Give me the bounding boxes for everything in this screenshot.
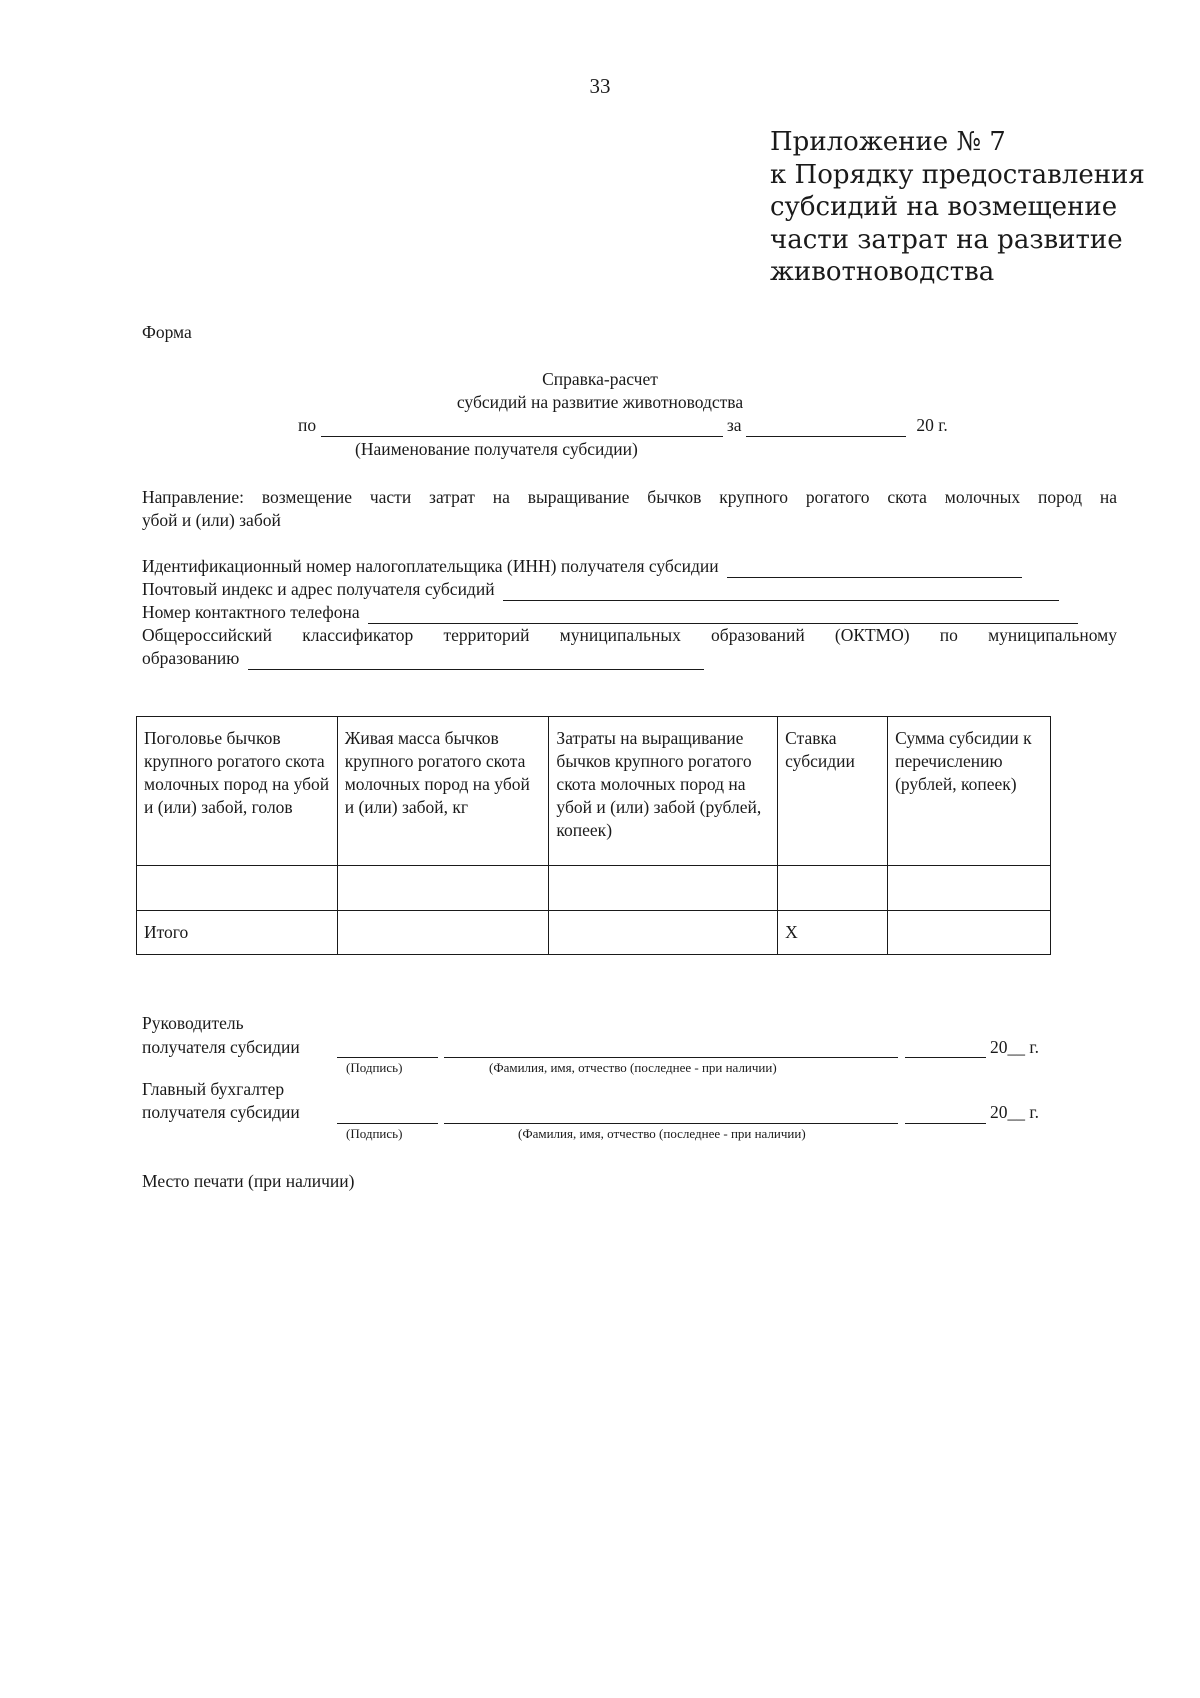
accountant-label-1: Главный бухгалтер: [142, 1079, 285, 1099]
table-total-row: [137, 911, 1051, 955]
appendix-heading: [770, 126, 1170, 289]
stamp-place: Место печати (при наличии): [142, 1171, 355, 1191]
recipient-name-field[interactable]: [321, 415, 723, 437]
accountant-date-line[interactable]: [905, 1123, 986, 1124]
head-name-line[interactable]: [444, 1057, 898, 1058]
form-label: Форма: [142, 322, 192, 342]
accountant-signature-line[interactable]: [337, 1123, 438, 1124]
table-cell[interactable]: [888, 866, 1051, 911]
oktmo-row: [142, 648, 704, 670]
head-year: 20__ г.: [990, 1037, 1039, 1057]
address-row: [142, 579, 1059, 601]
rate-x-cell: X: [778, 911, 888, 955]
head-label-2: получателя субсидии: [142, 1037, 300, 1057]
appendix-line: Приложение № 7: [770, 127, 1006, 157]
za-label: за: [726, 415, 742, 435]
header-cell-costs: Затраты на выращивание бычков крупного рогатого скота молочных пород на убой и (или) забой (рублей, копеек): [549, 717, 778, 866]
accountant-year: 20__ г.: [990, 1102, 1039, 1122]
total-label-cell: Итого: [137, 911, 338, 955]
accountant-sign-caption: (Подпись): [346, 1126, 403, 1141]
appendix-line: животноводства: [770, 257, 995, 287]
po-label: по: [298, 415, 317, 435]
inn-label: Идентификационный номер налогоплательщика (ИНН) получателя субсидии: [142, 556, 719, 576]
direction-line2: убой и (или) забой: [142, 510, 281, 530]
head-signature-line[interactable]: [337, 1057, 438, 1058]
header-cell-amount: Сумма субсидии к перечислению (рублей, копеек): [888, 717, 1051, 866]
header-cell-live-weight: Живая масса бычков крупного рогатого скота молочных пород на убой и (или) забой, кг: [337, 717, 549, 866]
address-field[interactable]: [503, 579, 1059, 601]
oktmo-line1: Общероссийский классификатор территорий муниципальных образований (ОКТМО) по муниципальному: [142, 625, 1117, 645]
header-cell-heads: Поголовье бычков крупного рогатого скота молочных пород на убой и (или) забой, голов: [137, 717, 338, 866]
recipient-row: [298, 415, 948, 437]
phone-row: [142, 602, 1078, 624]
table-cell[interactable]: [778, 866, 888, 911]
accountant-name-caption: (Фамилия, имя, отчество (последнее - при наличии): [518, 1126, 806, 1141]
table-cell[interactable]: [888, 911, 1051, 955]
doc-title-line1: Справка-расчет: [542, 369, 658, 389]
appendix-line: к Порядку предоставления: [770, 159, 1145, 190]
head-label-1: Руководитель: [142, 1013, 244, 1033]
phone-field[interactable]: [368, 602, 1078, 624]
head-date-line[interactable]: [905, 1057, 986, 1058]
oktmo-field[interactable]: [248, 648, 704, 670]
period-field[interactable]: [746, 415, 906, 437]
recipient-caption: (Наименование получателя субсидии): [355, 439, 638, 459]
table-cell[interactable]: [337, 866, 549, 911]
doc-title-line2: субсидий на развитие животноводства: [456, 392, 744, 412]
accountant-label-2: получателя субсидии: [142, 1102, 300, 1122]
table-cell[interactable]: [137, 866, 338, 911]
table-cell[interactable]: [549, 911, 778, 955]
calculation-table: [136, 716, 1051, 955]
year-label: 20 г.: [916, 415, 948, 435]
table-cell[interactable]: [549, 866, 778, 911]
head-sign-caption: (Подпись): [346, 1060, 403, 1075]
inn-field[interactable]: [727, 556, 1022, 578]
phone-label: Номер контактного телефона: [142, 602, 360, 622]
head-name-caption: (Фамилия, имя, отчество (последнее - при наличии): [489, 1060, 777, 1075]
table-cell[interactable]: [337, 911, 549, 955]
oktmo-label: образованию: [142, 648, 240, 668]
table-header-row: [137, 717, 1051, 866]
appendix-line: субсидий на возмещение: [770, 192, 1118, 222]
direction-line1: Направление: возмещение части затрат на выращивание бычков крупного рогатого скота молочных пород на: [142, 487, 1117, 507]
page-number: 33: [589, 74, 611, 98]
appendix-line: части затрат на развитие: [770, 224, 1123, 255]
address-label: Почтовый индекс и адрес получателя субсидий: [142, 579, 495, 599]
header-cell-rate: Ставка субсидии: [778, 717, 888, 866]
inn-row: [142, 556, 1022, 578]
accountant-name-line[interactable]: [444, 1123, 898, 1124]
table-row: [137, 866, 1051, 911]
